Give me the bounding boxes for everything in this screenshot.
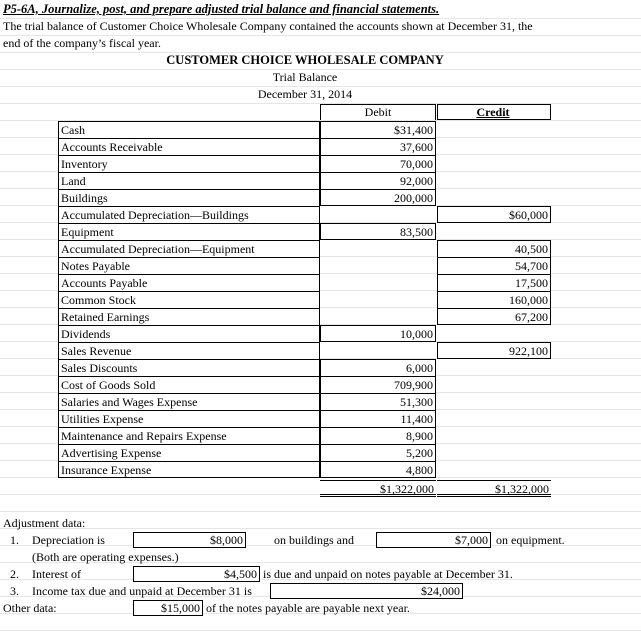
debit-amount-cell[interactable]: 5,200	[320, 444, 436, 461]
account-name[interactable]: Buildings	[58, 189, 320, 206]
credit-amount-cell[interactable]	[437, 427, 551, 444]
debit-amount-cell[interactable]: 92,000	[320, 172, 436, 189]
interest-cell[interactable]: $4,500	[133, 566, 260, 582]
debit-amount-cell[interactable]	[320, 257, 436, 274]
account-name[interactable]: Equipment	[58, 223, 320, 240]
other-data-label: Other data:	[3, 601, 57, 615]
account-name[interactable]: Sales Revenue	[58, 342, 320, 359]
account-name[interactable]: Advertising Expense	[58, 444, 320, 461]
account-name[interactable]: Land	[58, 172, 320, 189]
account-name[interactable]: Accumulated Depreciation—Buildings	[58, 206, 320, 223]
credit-amount-cell[interactable]	[437, 359, 551, 376]
debit-amount-cell[interactable]: 6,000	[320, 359, 436, 376]
adjustment-1-label: Depreciation is	[32, 533, 105, 547]
credit-amount-cell[interactable]	[437, 223, 551, 240]
debit-amount-cell[interactable]: 4,800	[320, 461, 436, 478]
debit-amount-cell[interactable]	[320, 291, 436, 308]
statement-date: December 31, 2014	[257, 87, 353, 101]
statement-name: Trial Balance	[272, 70, 338, 84]
debit-amount-cell[interactable]: 709,900	[320, 376, 436, 393]
account-name[interactable]: Accounts Receivable	[58, 138, 320, 155]
debit-amount-cell[interactable]: 70,000	[320, 155, 436, 172]
credit-amount-cell[interactable]	[437, 138, 551, 155]
account-name[interactable]: Notes Payable	[58, 257, 320, 274]
depreciation-buildings-cell[interactable]: $8,000	[133, 532, 246, 548]
account-name[interactable]: Salaries and Wages Expense	[58, 393, 320, 410]
notes-payable-current-cell[interactable]: $15,000	[133, 600, 203, 616]
account-name[interactable]: Cash	[58, 121, 320, 138]
adjustment-2-end-text: is due and unpaid on notes payable at December 31.	[263, 567, 513, 581]
adjustment-2-number: 2.	[10, 567, 19, 581]
credit-amount-cell[interactable]: 54,700	[437, 257, 551, 274]
account-name[interactable]: Cost of Goods Sold	[58, 376, 320, 393]
intro-text-line1: The trial balance of Customer Choice Wholesale Company contained the accounts shown at December 31, the	[3, 19, 533, 33]
credit-amount-cell[interactable]: 17,500	[437, 274, 551, 291]
credit-total: $1,322,000	[437, 480, 551, 497]
adjustment-3-number: 3.	[10, 584, 19, 598]
credit-amount-cell[interactable]	[437, 189, 551, 206]
debit-amount-cell[interactable]	[320, 206, 436, 223]
debit-amount-cell[interactable]: 37,600	[320, 138, 436, 155]
account-name[interactable]: Inventory	[58, 155, 320, 172]
account-name[interactable]: Retained Earnings	[58, 308, 320, 325]
credit-column-header: Credit	[476, 105, 510, 119]
debit-amount-cell[interactable]: 83,500	[320, 223, 436, 240]
credit-amount-cell[interactable]: 922,100	[437, 342, 551, 359]
company-name: CUSTOMER CHOICE WHOLESALE COMPANY	[166, 53, 444, 67]
account-name[interactable]: Insurance Expense	[58, 461, 320, 478]
debit-amount-cell[interactable]	[320, 342, 436, 359]
debit-total: $1,322,000	[320, 480, 436, 497]
debit-amount-cell[interactable]	[320, 240, 436, 257]
credit-amount-cell[interactable]: 67,200	[437, 308, 551, 325]
credit-amount-cell[interactable]	[437, 325, 551, 342]
depreciation-equipment-cell[interactable]: $7,000	[376, 532, 491, 548]
account-name[interactable]: Accounts Payable	[58, 274, 320, 291]
adjustment-1-number: 1.	[10, 533, 19, 547]
credit-amount-cell[interactable]	[437, 172, 551, 189]
income-tax-cell[interactable]: $24,000	[270, 583, 463, 599]
credit-amount-cell[interactable]	[437, 461, 551, 478]
other-data-end-text: of the notes payable are payable next year.	[206, 601, 410, 615]
debit-column-header: Debit	[364, 105, 392, 119]
intro-text-line2: end of the company’s fiscal year.	[3, 36, 161, 50]
credit-amount-cell[interactable]	[437, 155, 551, 172]
account-name[interactable]: Dividends	[58, 325, 320, 342]
account-name[interactable]: Maintenance and Repairs Expense	[58, 427, 320, 444]
adjustment-3-label: Income tax due and unpaid at December 31 is	[32, 584, 252, 598]
adjustment-1-note: (Both are operating expenses.)	[32, 550, 179, 564]
adjustment-1-end-text: on equipment.	[496, 533, 565, 547]
credit-amount-cell[interactable]	[437, 444, 551, 461]
debit-amount-cell[interactable]: 11,400	[320, 410, 436, 427]
problem-title: P5-6A, Journalize, post, and prepare adjusted trial balance and financial statements.	[3, 2, 440, 16]
credit-amount-cell[interactable]: 40,500	[437, 240, 551, 257]
credit-amount-cell[interactable]	[437, 410, 551, 427]
account-name[interactable]: Accumulated Depreciation—Equipment	[58, 240, 320, 257]
account-name[interactable]: Common Stock	[58, 291, 320, 308]
debit-amount-cell[interactable]: 51,300	[320, 393, 436, 410]
adjustments-heading: Adjustment data:	[3, 516, 86, 530]
account-name[interactable]: Utilities Expense	[58, 410, 320, 427]
debit-amount-cell[interactable]: 8,900	[320, 427, 436, 444]
account-names-column	[58, 121, 320, 478]
debit-amount-cell[interactable]: 200,000	[320, 189, 436, 206]
debit-amount-cell[interactable]: $31,400	[320, 121, 436, 138]
credit-amount-cell[interactable]: $60,000	[437, 206, 551, 223]
credit-column	[437, 121, 551, 478]
credit-amount-cell[interactable]: 160,000	[437, 291, 551, 308]
account-name[interactable]: Sales Discounts	[58, 359, 320, 376]
credit-amount-cell[interactable]	[437, 121, 551, 138]
debit-amount-cell[interactable]: 10,000	[320, 325, 436, 342]
debit-column	[320, 121, 436, 478]
debit-amount-cell[interactable]	[320, 274, 436, 291]
debit-amount-cell[interactable]	[320, 308, 436, 325]
credit-amount-cell[interactable]	[437, 376, 551, 393]
credit-amount-cell[interactable]	[437, 393, 551, 410]
adjustment-1-mid-text: on buildings and	[274, 533, 354, 547]
adjustment-2-label: Interest of	[32, 567, 81, 581]
